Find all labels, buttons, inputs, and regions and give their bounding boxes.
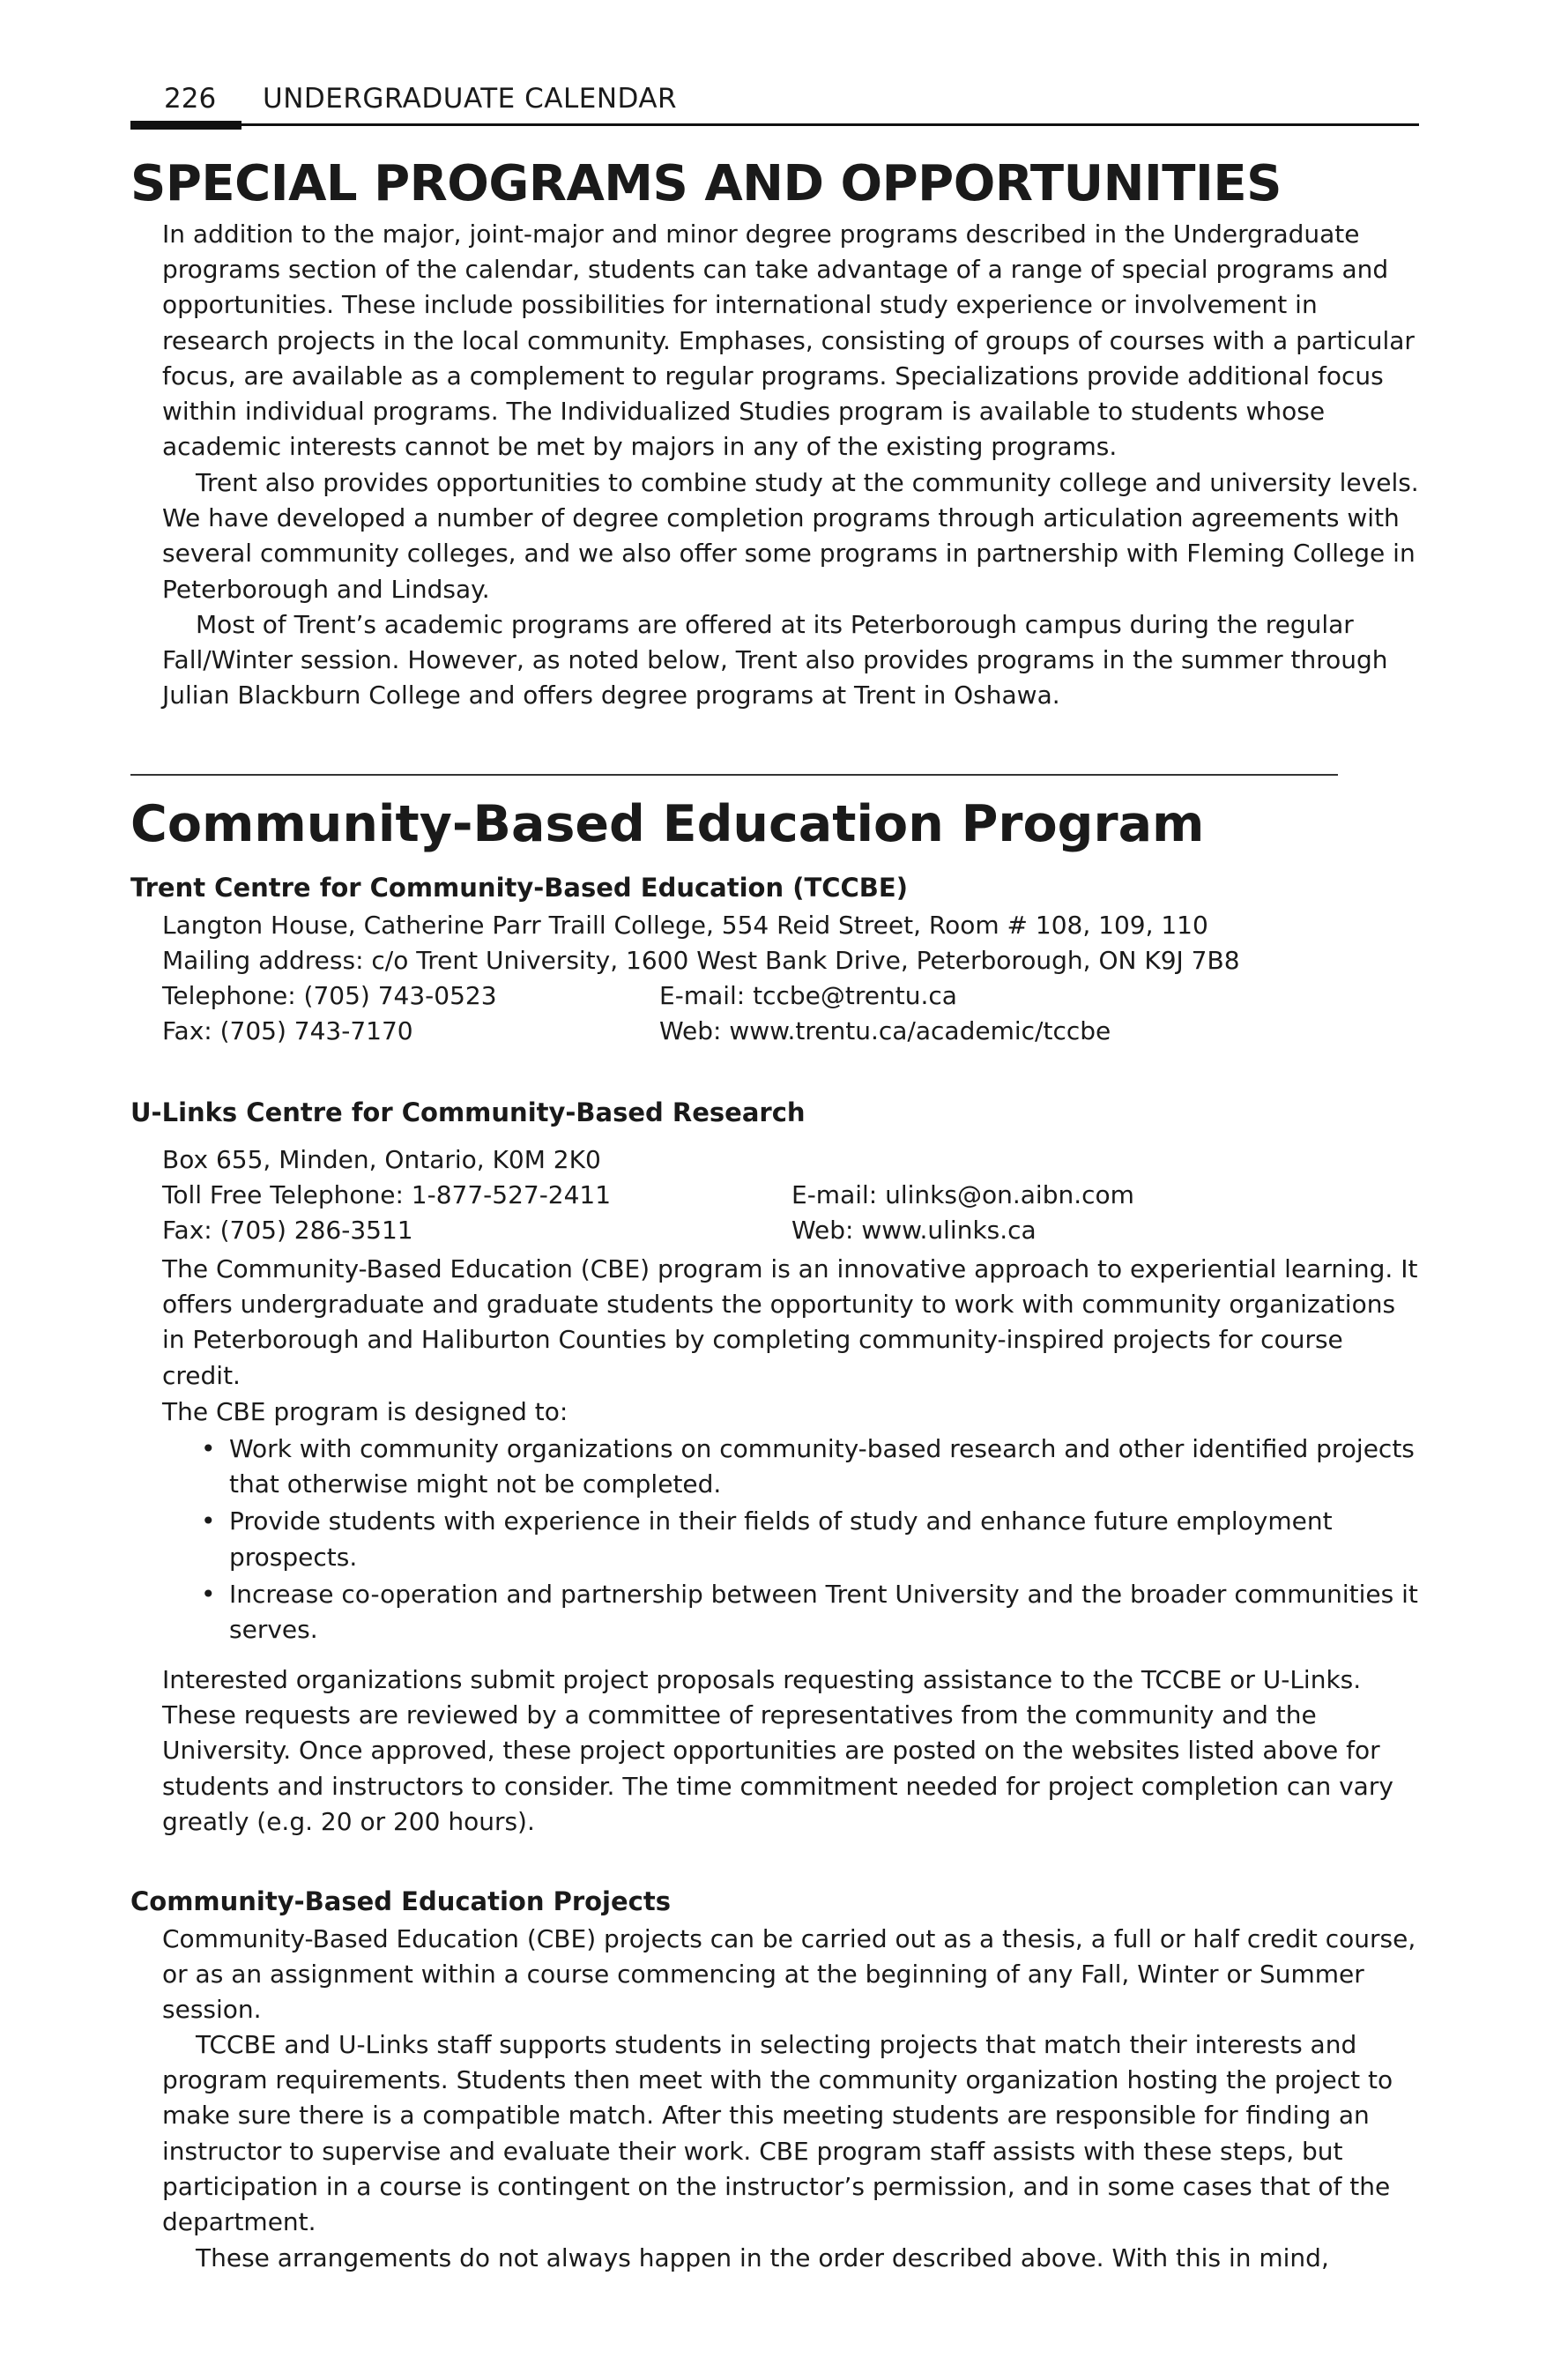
tccbe-mailing: Mailing address: c/o Trent University, 1600 West Bank Drive, Peterborough, ON K9J 7B8	[162, 946, 1240, 975]
projects-paragraph-2	[162, 2027, 1423, 2240]
special-paragraph-2-text: Trent also provides opportunities to combine study at the community college and university levels. We have developed a number of degree completion programs through articulation agreements with several community colleges, and we also offer some programs in partnership with Fleming College in Peterborough and Lindsay.	[162, 468, 1419, 604]
bullet-icon: •	[201, 1434, 216, 1463]
section-divider	[130, 774, 1338, 776]
tccbe-fax: Fax: (705) 743-7170	[162, 1016, 413, 1045]
projects-paragraph-3	[162, 2241, 1423, 2276]
special-paragraph-3-text: Most of Trent’s academic programs are offered at its Peterborough campus during the regular Fall/Winter session. However, as noted below, Trent also provides programs in the summer through Julian Blackburn College and offers degree programs at Trent in Oshawa.	[162, 610, 1388, 710]
tccbe-heading: Trent Centre for Community-Based Education (TCCBE)	[130, 873, 908, 903]
cbe-proposals-paragraph: Interested organizations submit project proposals requesting assistance to the TCCBE or U-Links. These requests are reviewed by a committee of representatives from the community and the University. Once approved, these project opportunities are posted on the websites listed above for students and instructors to consider. The time commitment needed for project completion can vary greatly (e.g. 20 or 200 hours).	[162, 1665, 1393, 1836]
special-paragraph-3	[162, 607, 1423, 714]
tccbe-telephone: Telephone: (705) 743-0523	[162, 981, 497, 1010]
cbe-goals-list	[162, 1432, 1423, 1649]
tccbe-address: Langton House, Catherine Parr Traill College, 554 Reid Street, Room # 108, 109, 110	[162, 911, 1208, 940]
list-item-text: Provide students with experience in their fields of study and enhance future employment prospects.	[229, 1506, 1333, 1572]
list-item-text: Work with community organizations on community-based research and other identified projects that otherwise might not be completed.	[229, 1434, 1415, 1499]
section-title: SPECIAL PROGRAMS AND OPPORTUNITIES	[130, 155, 1282, 212]
list-item	[162, 1432, 1423, 1502]
ulinks-heading: U-Links Centre for Community-Based Research	[130, 1097, 806, 1127]
page-header	[130, 81, 1419, 125]
projects-heading: Community-Based Education Projects	[130, 1886, 671, 1916]
projects-paragraph-1: Community-Based Education (CBE) projects can be carried out as a thesis, a full or half credit course, or as an assignment within a course commencing at the beginning of any Fall, Winter or Summer session.	[162, 1924, 1416, 2025]
list-item	[162, 1577, 1423, 1647]
bullet-icon: •	[201, 1506, 216, 1536]
ulinks-telephone: Toll Free Telephone: 1-877-527-2411	[162, 1180, 612, 1209]
tccbe-web[interactable]: Web: www.trentu.ca/academic/tccbe	[659, 1016, 1111, 1045]
ulinks-box: Box 655, Minden, Ontario, K0M 2K0	[162, 1145, 601, 1174]
list-item	[162, 1504, 1423, 1574]
cbe-intro-paragraph: The Community-Based Education (CBE) program is an innovative approach to experiential learning. It offers undergraduate and graduate students the opportunity to work with community organizations in Peterborough and Haliburton Counties by completing community-inspired projects for course credit.	[162, 1254, 1418, 1390]
cbe-title: Community-Based Education Program	[130, 795, 1205, 853]
projects-paragraph-2-text: TCCBE and U-Links staff supports students in selecting projects that match their interests and program requirements. Students then meet with the community organization hosting the project to make sure there is a compatible match. After this meeting students are responsible for finding an instructor to supervise and evaluate their work. CBE program staff assists with these steps, but participation in a course is contingent on the instructor’s permission, and in some cases that of the department.	[162, 2030, 1393, 2237]
list-item-text: Increase co-operation and partnership between Trent University and the broader communities it serves.	[229, 1579, 1418, 1645]
special-intro-paragraph: In addition to the major, joint-major and minor degree programs described in the Undergraduate programs section of the calendar, students can take advantage of a range of special programs and opportunities. These include possibilities for international study experience or involvement in research projects in the local community. Emphases, consisting of groups of courses with a particular focus, are available as a complement to regular programs. Specializations provide additional focus within individual programs. The Individualized Studies program is available to students whose academic interests cannot be met by majors in any of the existing programs.	[162, 219, 1415, 462]
projects-paragraph-3-text: These arrangements do not always happen in the order described above. With this in mind,	[196, 2243, 1329, 2272]
page-number: 226	[164, 83, 217, 115]
ulinks-email[interactable]: E-mail: ulinks@on.aibn.com	[791, 1180, 1134, 1209]
header-rule	[130, 123, 1419, 126]
bullet-icon: •	[201, 1579, 216, 1609]
special-paragraph-2	[162, 465, 1423, 607]
cbe-designed-to: The CBE program is designed to:	[162, 1397, 568, 1426]
running-title: UNDERGRADUATE CALENDAR	[263, 83, 678, 115]
tccbe-email[interactable]: E-mail: tccbe@trentu.ca	[659, 981, 957, 1010]
ulinks-web[interactable]: Web: www.ulinks.ca	[791, 1216, 1037, 1245]
ulinks-fax: Fax: (705) 286-3511	[162, 1216, 413, 1245]
